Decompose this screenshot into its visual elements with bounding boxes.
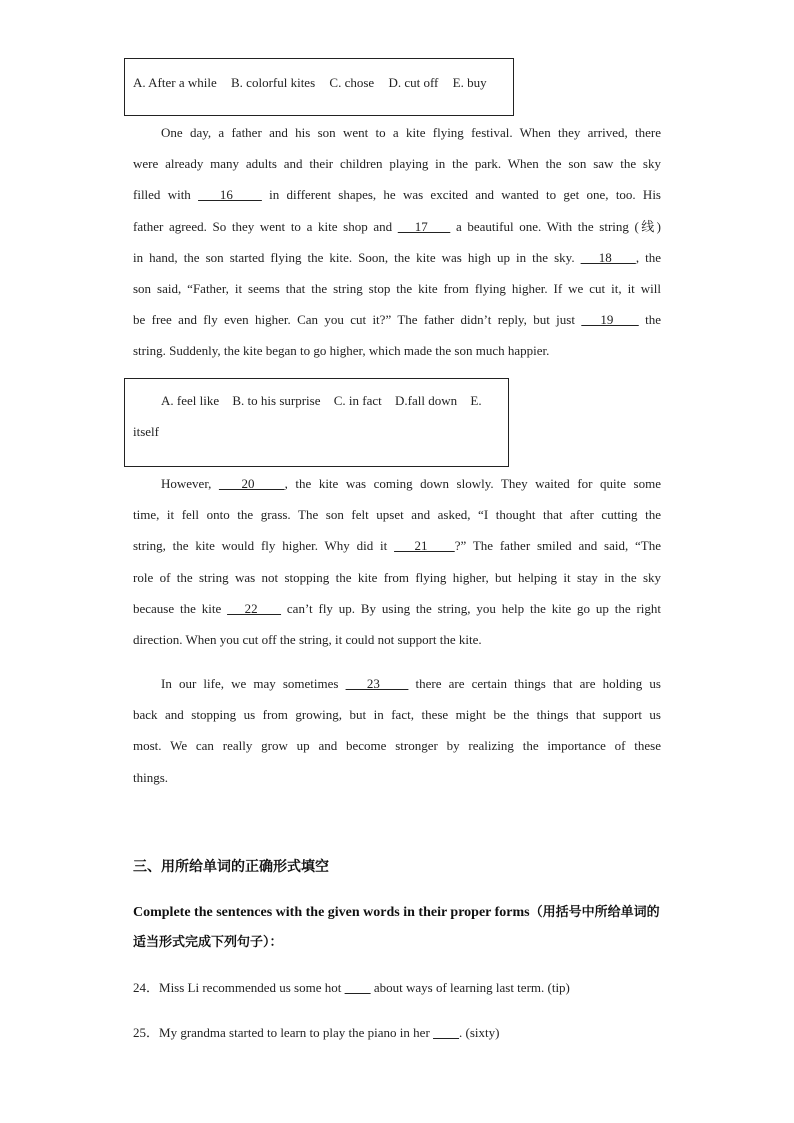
text-line: in hand, the son started flying the kite. Soon, the kite was high up in the sky. 18 , the xyxy=(133,249,662,265)
option-e: E. buy xyxy=(452,75,487,90)
text-line: father agreed. So they went to a kite shop and 17 a beautiful one. With the string (线) xyxy=(133,218,662,234)
blank-22[interactable]: 22 xyxy=(227,600,282,616)
text-line: back and stopping us from growing, but in fact, these might be the things that support us xyxy=(133,707,661,723)
passage-paragraph-1 xyxy=(133,117,661,367)
text-line: most. We can really grow up and become stronger by realizing the importance of these xyxy=(133,738,661,754)
option-e-wrap: itself xyxy=(133,424,159,439)
blank-19[interactable]: 19 xyxy=(581,312,639,328)
passage-paragraph-2 xyxy=(133,468,661,655)
question-number: 25． xyxy=(133,1025,160,1040)
blank-16[interactable]: 16 xyxy=(198,187,262,203)
word-bank-box-1 xyxy=(124,58,514,116)
text-line: filled with 16 in different shapes, he was excited and wanted to get one, too. His xyxy=(133,187,661,203)
text-line: be free and fly even higher. Can you cut it?” The father didn’t reply, but just 19 the xyxy=(133,312,661,328)
option-c: C. in fact xyxy=(333,393,382,408)
text-line: son said, “Father, it seems that the string stop the kite from flying higher. If we cut it, it will xyxy=(133,280,661,296)
option-a: A. feel like xyxy=(161,393,220,408)
option-d: D.fall down xyxy=(395,393,458,408)
text-line: string, the kite would fly higher. Why did it 21 ?” The father smiled and said, “The xyxy=(133,538,661,554)
question-number: 24． xyxy=(133,980,160,995)
option-b: B. colorful kites xyxy=(231,75,316,90)
text-line: role of the string was not stopping the kite from flying higher, but helping it stay in the sky xyxy=(133,569,661,585)
question-text: . (sixty) xyxy=(459,1025,500,1040)
text-line: In our life, we may sometimes 23 there are certain things that are holding us xyxy=(161,676,661,691)
question-25 xyxy=(133,1022,499,1041)
text-line: string. Suddenly, the kite began to go higher, which made the son much happier. xyxy=(133,343,550,359)
word-bank-options xyxy=(161,393,492,409)
instructions-english: Complete the sentences with the given words in their proper forms xyxy=(133,905,530,920)
text-line: However, 20 , the kite was coming down slowly. They waited for quite some xyxy=(161,476,661,491)
option-d: D. cut off xyxy=(388,75,439,90)
word-bank-options xyxy=(133,75,498,91)
text-line: One day, a father and his son went to a kite flying festival. When they arrived, there xyxy=(161,125,661,140)
blank-23[interactable]: 23 xyxy=(345,676,409,691)
question-text: about ways of learning last term. (tip) xyxy=(370,980,570,995)
blank-18[interactable]: 18 xyxy=(580,249,636,265)
option-b: B. to his surprise xyxy=(232,393,321,408)
question-text: My grandma started to learn to play the piano in her xyxy=(159,1025,434,1040)
section-instructions xyxy=(133,898,663,958)
answer-blank-25[interactable] xyxy=(433,1025,459,1040)
blank-17[interactable]: 17 xyxy=(397,218,451,234)
section-title: 三、用所给单词的正确形式填空 xyxy=(133,859,329,875)
word-bank-box-2 xyxy=(124,378,509,467)
text-line: direction. When you cut off the string, it could not support the kite. xyxy=(133,631,482,647)
option-c: C. chose xyxy=(329,75,375,90)
question-text: Miss Li recommended us some hot xyxy=(159,980,345,995)
instructions-chinese: （用括号中所给单词的适当形式完成下列句子）： xyxy=(133,905,660,950)
option-e: E. xyxy=(470,393,482,408)
passage-paragraph-3 xyxy=(133,668,661,793)
answer-blank-24[interactable] xyxy=(345,980,371,995)
blank-20[interactable]: 20 xyxy=(218,476,285,491)
option-a: A. After a while xyxy=(133,75,217,90)
text-line: time, it fell onto the grass. The son felt upset and asked, “I thought that after cutting the xyxy=(133,507,661,523)
text-line: things. xyxy=(133,769,169,785)
question-24 xyxy=(133,977,570,996)
blank-21[interactable]: 21 xyxy=(394,538,455,554)
text-line: were already many adults and their children playing in the park. When the son saw the sky xyxy=(133,156,661,172)
text-line: because the kite 22 can’t fly up. By using the string, you help the kite go up the right xyxy=(133,600,662,616)
